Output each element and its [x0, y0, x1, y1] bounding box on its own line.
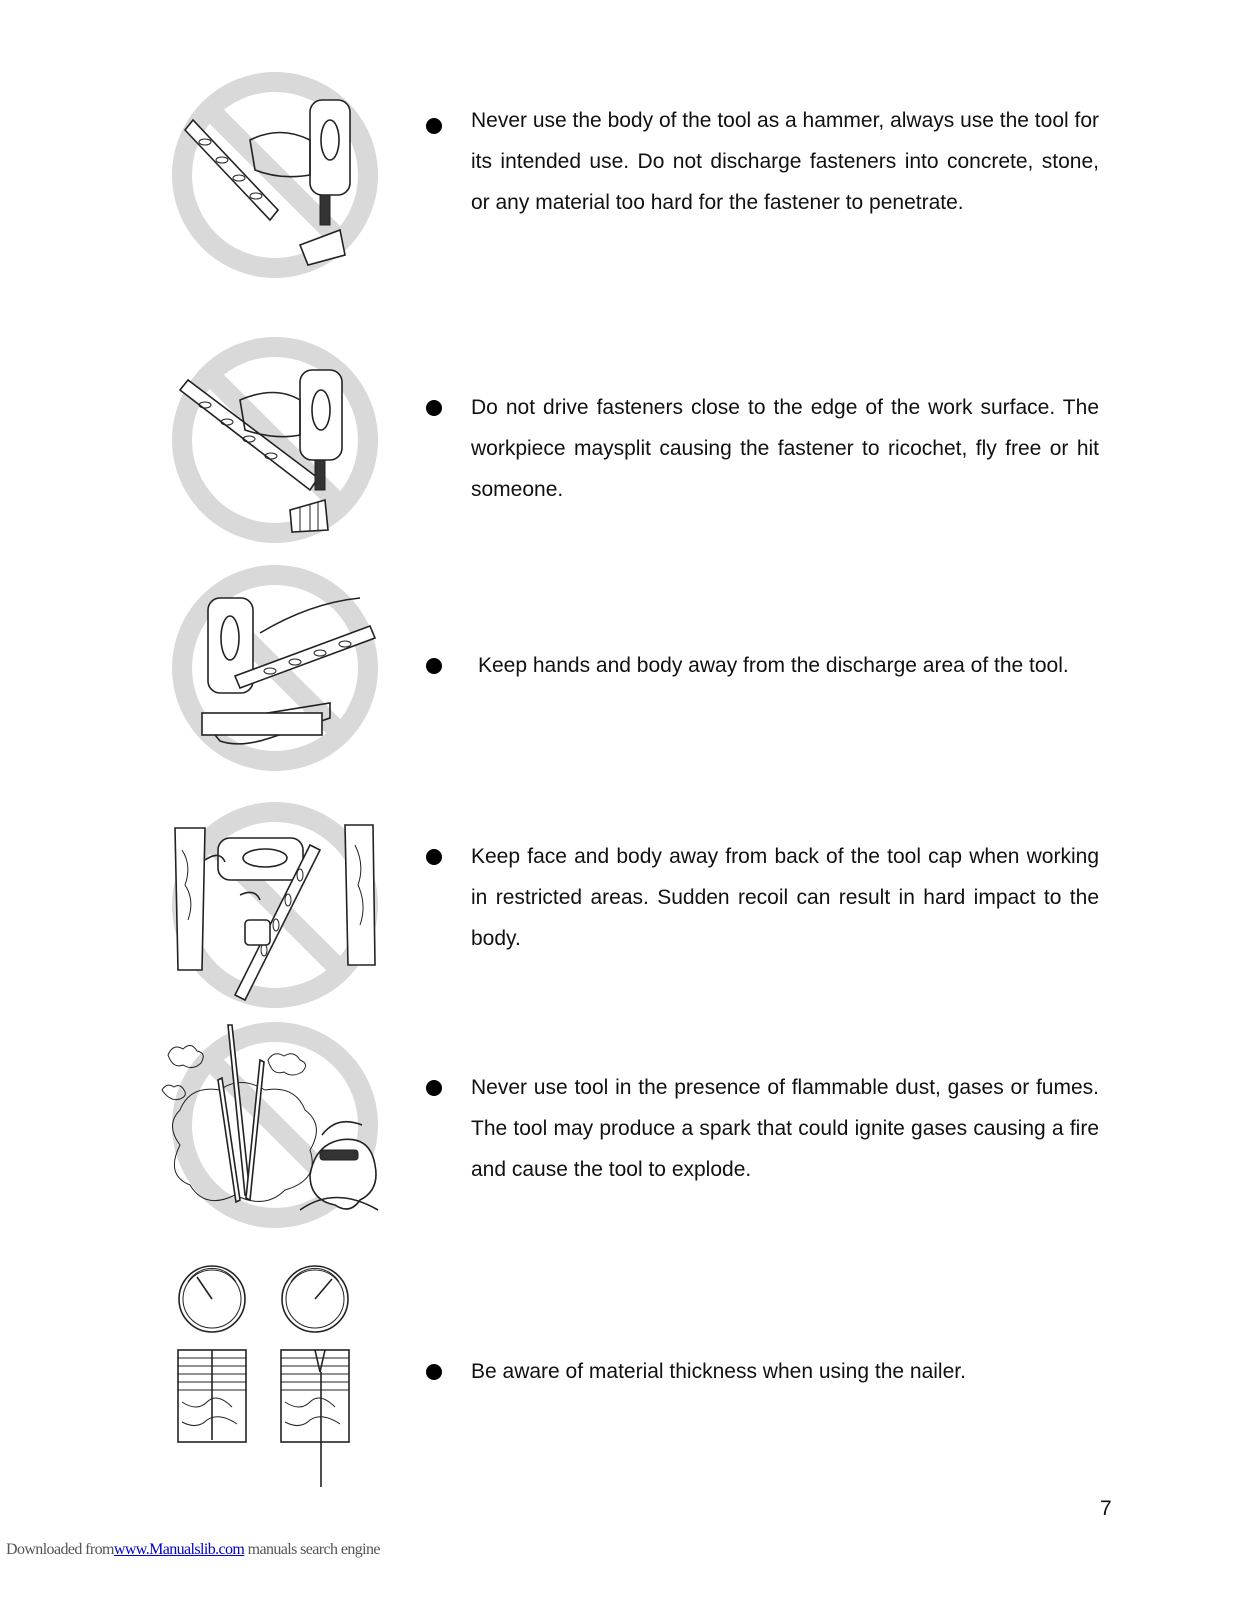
bullet-dot	[426, 118, 442, 134]
prohibited-edge-nailing-icon	[160, 335, 390, 550]
pressure-gauge-material-icon	[160, 1262, 390, 1492]
safety-instruction-text: Do not drive fasteners close to the edge of the work surface. The workpiece maysplit causing the fastener to ricochet, fly free or hit someone.	[471, 396, 1099, 501]
footer-suffix: manuals search engine	[244, 1541, 380, 1558]
footer-prefix: Downloaded from	[6, 1541, 114, 1558]
footer-download-notice	[6, 1541, 380, 1559]
bullet-dot	[426, 400, 442, 416]
bullet-dot	[426, 1080, 442, 1096]
safety-instruction-text: Never use the body of the tool as a hammer, always use the tool for its intended use. Do not discharge fasteners into concrete, stone, or any material too hard for the fastener to penetrate.	[471, 109, 1100, 214]
prohibited-hand-near-nose-icon	[160, 563, 390, 778]
safety-instruction-text: Be aware of material thickness when using the nailer.	[471, 1360, 966, 1383]
prohibited-explosion-icon	[160, 1020, 390, 1235]
safety-instruction-text: Keep face and body away from back of the tool cap when working in restricted areas. Sudden recoil can result in hard impact to the body.	[471, 845, 1099, 950]
manualslib-link[interactable]: www.Manualslib.com	[113, 1541, 245, 1558]
prohibited-restricted-area-icon	[160, 800, 390, 1015]
bullet-dot	[426, 658, 442, 674]
bullet-dot	[426, 849, 442, 865]
prohibited-hammering-icon	[160, 70, 390, 285]
safety-instruction-text: Keep hands and body away from the discharge area of the tool.	[478, 654, 1069, 677]
bullet-dot	[426, 1364, 442, 1380]
safety-instruction-text: Never use tool in the presence of flammable dust, gases or fumes. The tool may produce a spark that could ignite gases causing a fire and cause the tool to explode.	[471, 1076, 1099, 1181]
page-number: 7	[1100, 1497, 1112, 1520]
